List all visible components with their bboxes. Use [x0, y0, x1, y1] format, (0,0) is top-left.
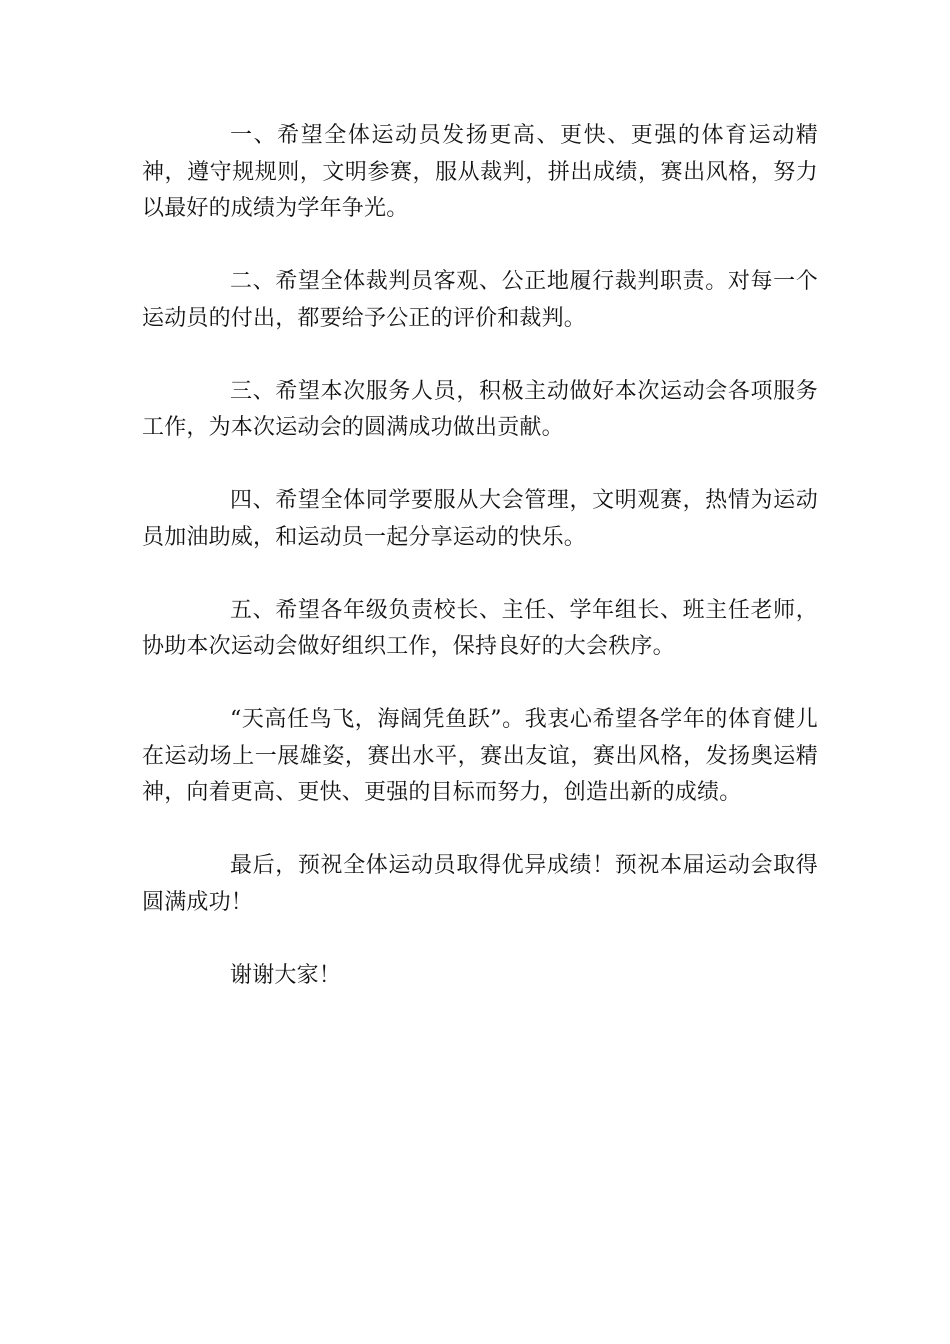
paragraph-8: 谢谢大家！ — [230, 962, 342, 988]
paragraph-4: 四、希望全体同学要服从大会管理，文明观赛，热情为运动员加油助威，和运动员一起分享运动的快乐。 — [142, 488, 818, 550]
document-body — [142, 118, 818, 994]
paragraph-6: “天高任鸟飞，海阔凭鱼跃”。我衷心希望各学年的体育健儿在运动场上一展雄姿，赛出水平，赛出友谊，赛出风格，发扬奥运精神，向着更高、更快、更强的目标而努力，创造出新的成绩。 — [142, 707, 818, 805]
paragraph-7: 最后，预祝全体运动员取得优异成绩！预祝本届运动会取得圆满成功！ — [142, 853, 818, 915]
paragraph-3: 三、希望本次服务人员，积极主动做好本次运动会各项服务工作，为本次运动会的圆满成功做出贡献。 — [142, 378, 818, 440]
paragraph-2: 二、希望全体裁判员客观、公正地履行裁判职责。对每一个运动员的付出，都要给予公正的评价和裁判。 — [142, 269, 818, 331]
paragraph-1: 一、希望全体运动员发扬更高、更快、更强的体育运动精神，遵守规规则，文明参赛，服从裁判，拼出成绩，赛出风格，努力以最好的成绩为学年争光。 — [142, 123, 818, 221]
paragraph-5: 五、希望各年级负责校长、主任、学年组长、班主任老师，协助本次运动会做好组织工作，保持良好的大会秩序。 — [142, 597, 818, 659]
